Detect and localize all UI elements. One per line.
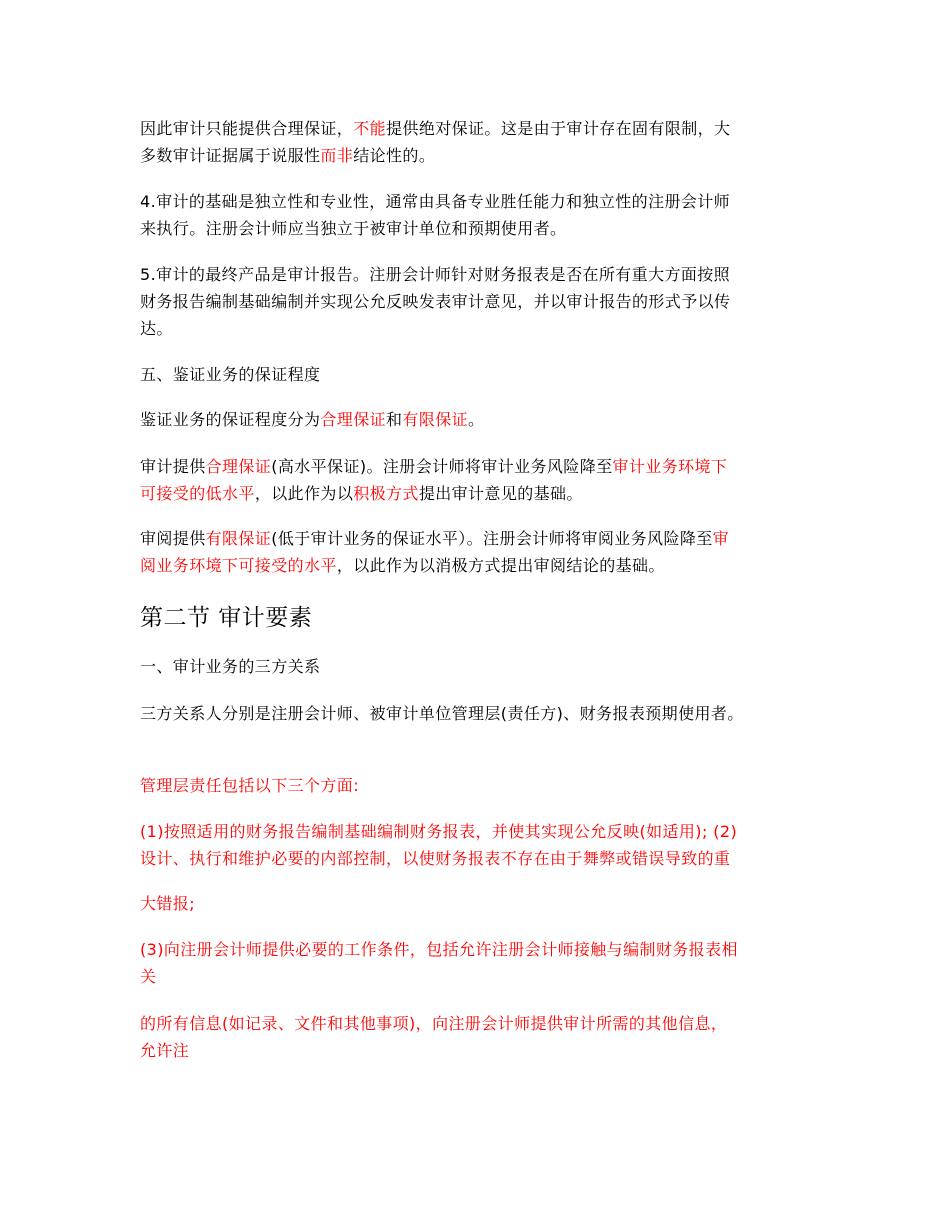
paragraph-reasonable-assurance-limit [140, 115, 812, 169]
text-segment: (高水平保证)。注册会计师将审计业务风险降至 [271, 457, 613, 476]
text-line [140, 525, 812, 552]
highlight-text: 合理保证 [205, 457, 272, 476]
text-segment: ，以此作为以 [254, 484, 354, 503]
paragraph-assurance-types [140, 406, 812, 433]
text-line: (1)按照适用的财务报告编制基础编制财务报表，并使其实现公允反映(如适用); (2) [140, 822, 738, 841]
text-line [140, 552, 812, 579]
text-line [140, 115, 812, 142]
subheading-three-party-relationship [140, 653, 812, 680]
paragraph-audit-reasonable-assurance [140, 453, 812, 507]
text-segment: 结论性的。 [353, 146, 436, 165]
text-segment: 多数审计证据属于说服性 [140, 146, 321, 165]
text-line [140, 406, 812, 433]
text-line: 大错报; [140, 894, 195, 913]
text-segment: 提出审计意见的基础。 [418, 484, 583, 503]
text-segment: 提供绝对保证。这是由于审计存在固有限制，大 [386, 119, 731, 138]
text-segment: 鉴证业务的保证程度分为 [140, 410, 321, 429]
text-line: 达。 [140, 319, 173, 338]
paragraph-responsibility-3 [140, 936, 812, 990]
text-line [140, 453, 812, 480]
text-line: 管理层责任包括以下三个方面: [140, 776, 359, 795]
text-line: 财务报告编制基础编制并实现公允反映发表审计意见，并以审计报告的形式予以传 [140, 292, 731, 311]
highlight-text: 而非 [320, 146, 354, 165]
text-segment: ，以此作为以消极方式提出审阅结论的基础。 [336, 556, 665, 575]
text-segment: 。 [468, 410, 485, 429]
highlight-text: 可接受的低水平 [140, 484, 255, 503]
highlight-text: 有限保证 [205, 529, 272, 548]
text-line: (3)向注册会计师提供必要的工作条件，包括允许注册会计师接触与编制财务报表相 [140, 940, 738, 959]
text-line: 来执行。注册会计师应当独立于被审计单位和预期使用者。 [140, 219, 567, 238]
paragraph-point-4 [140, 188, 812, 242]
paragraph-material-misstatement [140, 890, 812, 917]
highlight-text: 不能 [353, 119, 387, 138]
text-line: 五、鉴证业务的保证程度 [140, 365, 321, 384]
paragraph-responsibility-1-2 [140, 818, 812, 872]
paragraph-point-5 [140, 261, 812, 342]
text-segment: (低于审计业务的保证水平）。注册会计师将审阅业务风险降至 [271, 529, 713, 548]
highlight-text: 有限保证 [402, 410, 469, 429]
text-line: 三方关系人分别是注册会计师、被审计单位管理层(责任方)、财务报表预期使用者。 [140, 704, 744, 723]
section-title: 第二节 审计要素 [140, 605, 313, 631]
text-line [140, 480, 812, 507]
paragraph-all-information [140, 1010, 812, 1064]
highlight-text: 合理保证 [320, 410, 387, 429]
highlight-text: 审计业务环境下 [612, 457, 728, 476]
text-line: 4.审计的基础是独立性和专业性，通常由具备专业胜任能力和独立性的注册会计师 [140, 192, 731, 211]
text-line: 关 [140, 967, 157, 986]
text-line: 一、审计业务的三方关系 [140, 657, 321, 676]
highlight-text: 审 [712, 529, 730, 548]
text-line: 允许注 [140, 1041, 190, 1060]
text-segment: 审阅提供 [140, 529, 206, 548]
text-line: 设计、执行和维护必要的内部控制，以使财务报表不存在由于舞弊或错误导致的重 [140, 849, 731, 868]
text-line: 的所有信息(如记录、文件和其他事项)，向注册会计师提供审计所需的其他信息， [140, 1014, 728, 1033]
text-line: 5.审计的最终产品是审计报告。注册会计师针对财务报表是否在所有重大方面按照 [140, 265, 731, 284]
text-segment: 审计提供 [140, 457, 206, 476]
paragraph-management-responsibility-title [140, 772, 812, 799]
highlight-text: 积极方式 [353, 484, 419, 503]
text-segment: 因此审计只能提供合理保证， [140, 119, 354, 138]
text-segment: 和 [386, 410, 403, 429]
subheading-assurance-level [140, 361, 812, 388]
paragraph-review-limited-assurance [140, 525, 812, 579]
highlight-text: 阅业务环境下可接受的水平 [140, 556, 337, 575]
paragraph-three-parties [140, 700, 812, 727]
text-line [140, 142, 812, 169]
